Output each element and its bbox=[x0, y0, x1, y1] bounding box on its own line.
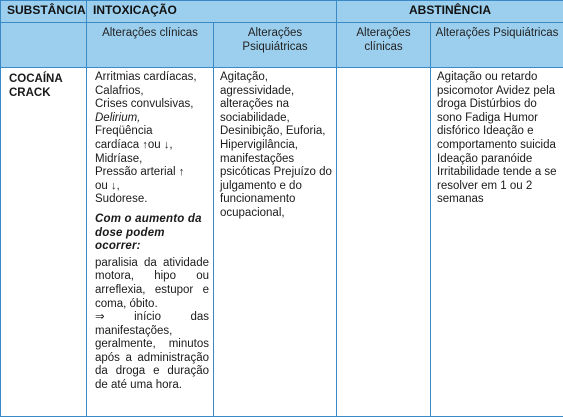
subheader-psych: Alterações Psiquiátricas bbox=[214, 23, 337, 68]
header-row bbox=[1, 1, 563, 23]
arrow-down-icon: ↓ bbox=[111, 180, 117, 192]
clinical-line: cardíaca ↑ou ↓, bbox=[95, 139, 209, 153]
subheader-row bbox=[1, 23, 563, 68]
substance-cell bbox=[1, 68, 87, 417]
clinical-line: Delirium, bbox=[95, 112, 209, 126]
clinical-line: ou ↓, bbox=[95, 180, 209, 194]
clinical-line: Sudorese. bbox=[95, 193, 209, 207]
subheader-clinical: Alterações clínicas bbox=[87, 23, 214, 68]
psych-cell bbox=[214, 68, 337, 417]
clinical-line: Arritmias cardíacas, bbox=[95, 71, 209, 85]
clinical-line: Crises convulsivas, bbox=[95, 98, 209, 112]
subheader-empty bbox=[1, 23, 87, 68]
clinical-line: Freqüência bbox=[95, 125, 209, 139]
header-withdrawal: ABSTINÊNCIA bbox=[337, 1, 563, 23]
substance-name-2: CRACK bbox=[9, 87, 82, 101]
clinical-text: cardíaca bbox=[95, 139, 139, 151]
w-psych-cell bbox=[431, 68, 563, 417]
clinical-cell bbox=[87, 68, 214, 417]
psych-text: Agitação, agressividade, alterações na sociabilidade, Desinibição, Euforia, Hipervigilância, manifestações psicóticas Prejuízo do julgamento e do funcionamento ocupacional, bbox=[220, 71, 332, 221]
header-intoxication: INTOXICAÇÃO bbox=[87, 1, 337, 23]
clinical-line: Midríase, bbox=[95, 153, 209, 167]
clinical-paragraph: ⇒ início das manifestações, geralmente, minutos após a administração da droga e duração de até uma hora. bbox=[95, 311, 209, 393]
arrow-down-icon: ↓ bbox=[164, 139, 170, 151]
subheader-w-clinical: Alterações clínicas bbox=[337, 23, 431, 68]
substance-name-1: COCAÍNA bbox=[9, 73, 82, 87]
emphasis-note: Com o aumento da dose podem ocorrer: bbox=[95, 213, 209, 254]
w-clinical-cell bbox=[337, 68, 431, 417]
clinical-line bbox=[95, 166, 209, 180]
header-substance: SUBSTÂNCIA bbox=[1, 1, 87, 23]
clinical-text: Pressão arterial bbox=[95, 166, 176, 178]
arrow-up-icon: ↑ bbox=[179, 166, 185, 178]
subheader-w-psych: Alterações Psiquiátricas bbox=[431, 23, 563, 68]
clinical-line: Calafrios, bbox=[95, 85, 209, 99]
cocaine-row bbox=[1, 68, 563, 417]
arrow-up-icon: ↑ bbox=[142, 139, 148, 151]
clinical-paragraph: paralisia da atividade motora, hipo ou arreflexia, estupor e coma, óbito. bbox=[95, 257, 209, 311]
clinical-text: ou bbox=[95, 180, 108, 192]
clinical-text: ou bbox=[148, 139, 161, 151]
w-psych-text: Agitação ou retardo psicomotor Avidez pela droga Distúrbios do sono Fadiga Humor disfórico Ideação e comportamento suicida Ideação paranóide Irritabilidade tende a se resolver em 1 ou 2 semanas bbox=[437, 71, 559, 207]
